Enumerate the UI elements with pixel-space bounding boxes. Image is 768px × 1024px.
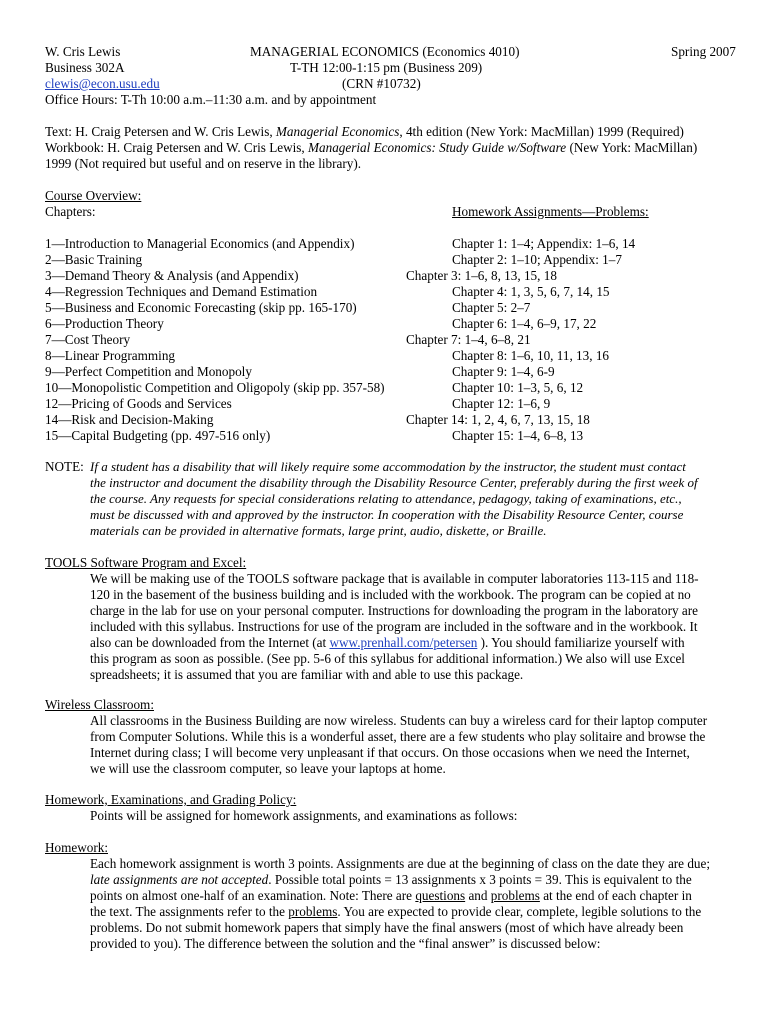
homework-line3-end: at the end of each chapter in: [539, 888, 692, 903]
office-hours: Office Hours: T-Th 10:00 a.m.–11:30 a.m. and by appointment: [45, 92, 377, 107]
instructor-name: W. Cris Lewis: [45, 44, 121, 59]
chapter-item: 1—Introduction to Managerial Economics (and Appendix): [45, 236, 355, 251]
homework-problems-label: Homework Assignments—Problems:: [452, 204, 649, 219]
tools-line: 120 in the basement of the business building and is included with the workbook. The program can be copied at no: [90, 587, 691, 602]
workbook-line: [45, 140, 697, 156]
tools-line5-prefix: also can be downloaded from the Internet (at: [90, 635, 330, 650]
chapters-label: Chapters:: [45, 204, 96, 219]
wireless-heading: Wireless Classroom:: [45, 697, 154, 712]
course-schedule: T-TH 12:00-1:15 pm (Business 209): [290, 60, 483, 75]
chapter-item: 3—Demand Theory & Analysis (and Appendix): [45, 268, 299, 283]
note-line: materials can be provided in alternative formats, large print, audio, diskette, or Braille.: [90, 523, 547, 538]
wireless-line: we will use the classroom computer, so leave your laptops at home.: [90, 761, 446, 776]
tools-line: charge in the lab for use on your personal computer. Instructions for downloading the program in the laboratory are: [90, 603, 699, 618]
grading-line: Points will be assigned for homework assignments, and examinations as follows:: [90, 808, 518, 823]
wireless-line: Internet during class; I will become very unpleasant if that occurs. On those occasions when we need the Internet,: [90, 745, 690, 760]
workbook-suffix: (New York: MacMillan): [566, 140, 698, 155]
problems-term: problems: [288, 904, 338, 919]
problem-item: Chapter 8: 1–6, 10, 11, 13, 16: [452, 348, 610, 363]
workbook-prefix: Workbook: H. Craig Petersen and W. Cris Lewis,: [45, 140, 309, 155]
course-title: MANAGERIAL ECONOMICS (Economics 4010): [250, 44, 520, 59]
homework-line: [90, 888, 692, 904]
chapter-item: 6—Production Theory: [45, 316, 164, 331]
late-policy: late assignments are not accepted: [90, 872, 269, 887]
tools-line: included with this syllabus. Instructions for use of the program are included in the software and in the workbook. It: [90, 619, 698, 634]
homework-line4-a: the text. The assignments refer to the: [90, 904, 289, 919]
chapter-item: 8—Linear Programming: [45, 348, 176, 363]
problem-item: Chapter 4: 1, 3, 5, 6, 7, 14, 15: [452, 284, 610, 299]
homework-line: [90, 904, 701, 920]
homework-line2-rest: . Possible total points = 13 assignments x 3 points = 39. This is equivalent to the: [268, 872, 692, 887]
note-line: must be discussed with and approved by the instructor. In cooperation with the Disability Resource Center, course: [90, 507, 684, 522]
questions-term: questions: [415, 888, 466, 903]
chapter-item: 10—Monopolistic Competition and Oligopoly (skip pp. 357-58): [45, 380, 385, 395]
course-overview-heading: Course Overview:: [45, 188, 142, 203]
problem-item: Chapter 2: 1–10; Appendix: 1–7: [452, 252, 622, 267]
wireless-line: from Computer Solutions. While this is a wonderful asset, there are a few students who play solitaire and browse the: [90, 729, 706, 744]
tools-line: [90, 635, 685, 651]
homework-heading: Homework:: [45, 840, 108, 855]
note-line: the instructor and document the disability through the Disability Resource Center, preferably during the first week of: [90, 475, 698, 490]
chapter-item: 2—Basic Training: [45, 252, 143, 267]
chapter-item: 12—Pricing of Goods and Services: [45, 396, 232, 411]
text-book-title: Managerial Economics: [275, 124, 400, 139]
chapter-item: 15—Capital Budgeting (pp. 497-516 only): [45, 428, 271, 443]
office-location: Business 302A: [45, 60, 125, 75]
homework-line3-mid: and: [465, 888, 491, 903]
prenhall-link[interactable]: www.prenhall.com/petersen: [329, 635, 478, 650]
note-label: NOTE:: [45, 459, 84, 474]
note-line: If a student has a disability that will likely require some accommodation by the instructor, the student must contact: [90, 459, 686, 474]
problem-item: Chapter 10: 1–3, 5, 6, 12: [452, 380, 584, 395]
problem-item: Chapter 5: 2–7: [452, 300, 531, 315]
course-crn: (CRN #10732): [342, 76, 421, 91]
problem-item: Chapter 1: 1–4; Appendix: 1–6, 14: [452, 236, 636, 251]
text-prefix: Text: H. Craig Petersen and W. Cris Lewis,: [45, 124, 276, 139]
email-link[interactable]: clewis@econ.usu.edu: [45, 76, 160, 91]
chapter-item: 14—Risk and Decision-Making: [45, 412, 214, 427]
tools-line: We will be making use of the TOOLS software package that is available in computer laboratories 113-115 and 118-: [90, 571, 699, 586]
text-suffix: , 4th edition (New York: MacMillan) 1999 (Required): [399, 124, 684, 139]
chapter-item: 5—Business and Economic Forecasting (skip pp. 165-170): [45, 300, 357, 315]
tools-line: spreadsheets; it is assumed that you are familiar with and able to use this package.: [90, 667, 524, 682]
chapter-item: 9—Perfect Competition and Monopoly: [45, 364, 252, 379]
problem-item: Chapter 3: 1–6, 8, 13, 15, 18: [406, 268, 557, 283]
homework-line: provided to you). The difference between the solution and the “final answer” is discussed below:: [90, 936, 601, 951]
term: Spring 2007: [671, 44, 736, 59]
homework-line: [90, 872, 692, 888]
note-line: the course. Any requests for special considerations relating to attendance, pedagogy, taking of examinations, etc.,: [90, 491, 682, 506]
problem-item: Chapter 14: 1, 2, 4, 6, 7, 13, 15, 18: [406, 412, 590, 427]
workbook-title: Managerial Economics: Study Guide w/Software: [308, 140, 567, 155]
required-text-line: [45, 124, 684, 140]
wireless-line: All classrooms in the Business Building are now wireless. Students can buy a wireless card for their laptop computer: [90, 713, 708, 728]
problem-item: Chapter 7: 1–4, 6–8, 21: [406, 332, 531, 347]
tools-heading: TOOLS Software Program and Excel:: [45, 555, 247, 570]
problem-item: Chapter 12: 1–6, 9: [452, 396, 551, 411]
problems-term: problems: [490, 888, 540, 903]
homework-line3-a: points on almost one-half of an examination. Note: There are: [90, 888, 416, 903]
problem-item: Chapter 6: 1–4, 6–9, 17, 22: [452, 316, 597, 331]
homework-line: problems. Do not submit homework papers that simply have the final answers (most of which have already been: [90, 920, 684, 935]
workbook-line-2: 1999 (Not required but useful and on reserve in the library).: [45, 156, 362, 171]
homework-line4-b: . You are expected to provide clear, complete, legible solutions to the: [337, 904, 702, 919]
problem-item: Chapter 9: 1–4, 6-9: [452, 364, 555, 379]
homework-line: Each homework assignment is worth 3 points. Assignments are due at the beginning of class on the date they are due;: [90, 856, 711, 871]
grading-heading: Homework, Examinations, and Grading Policy:: [45, 792, 297, 807]
tools-line5-suffix: ). You should familiarize yourself with: [477, 635, 685, 650]
tools-line: this program as soon as possible. (See pp. 5-6 of this syllabus for additional information.) We also will use Excel: [90, 651, 685, 666]
chapter-item: 4—Regression Techniques and Demand Estimation: [45, 284, 318, 299]
problem-item: Chapter 15: 1–4, 6–8, 13: [452, 428, 584, 443]
chapter-item: 7—Cost Theory: [45, 332, 131, 347]
